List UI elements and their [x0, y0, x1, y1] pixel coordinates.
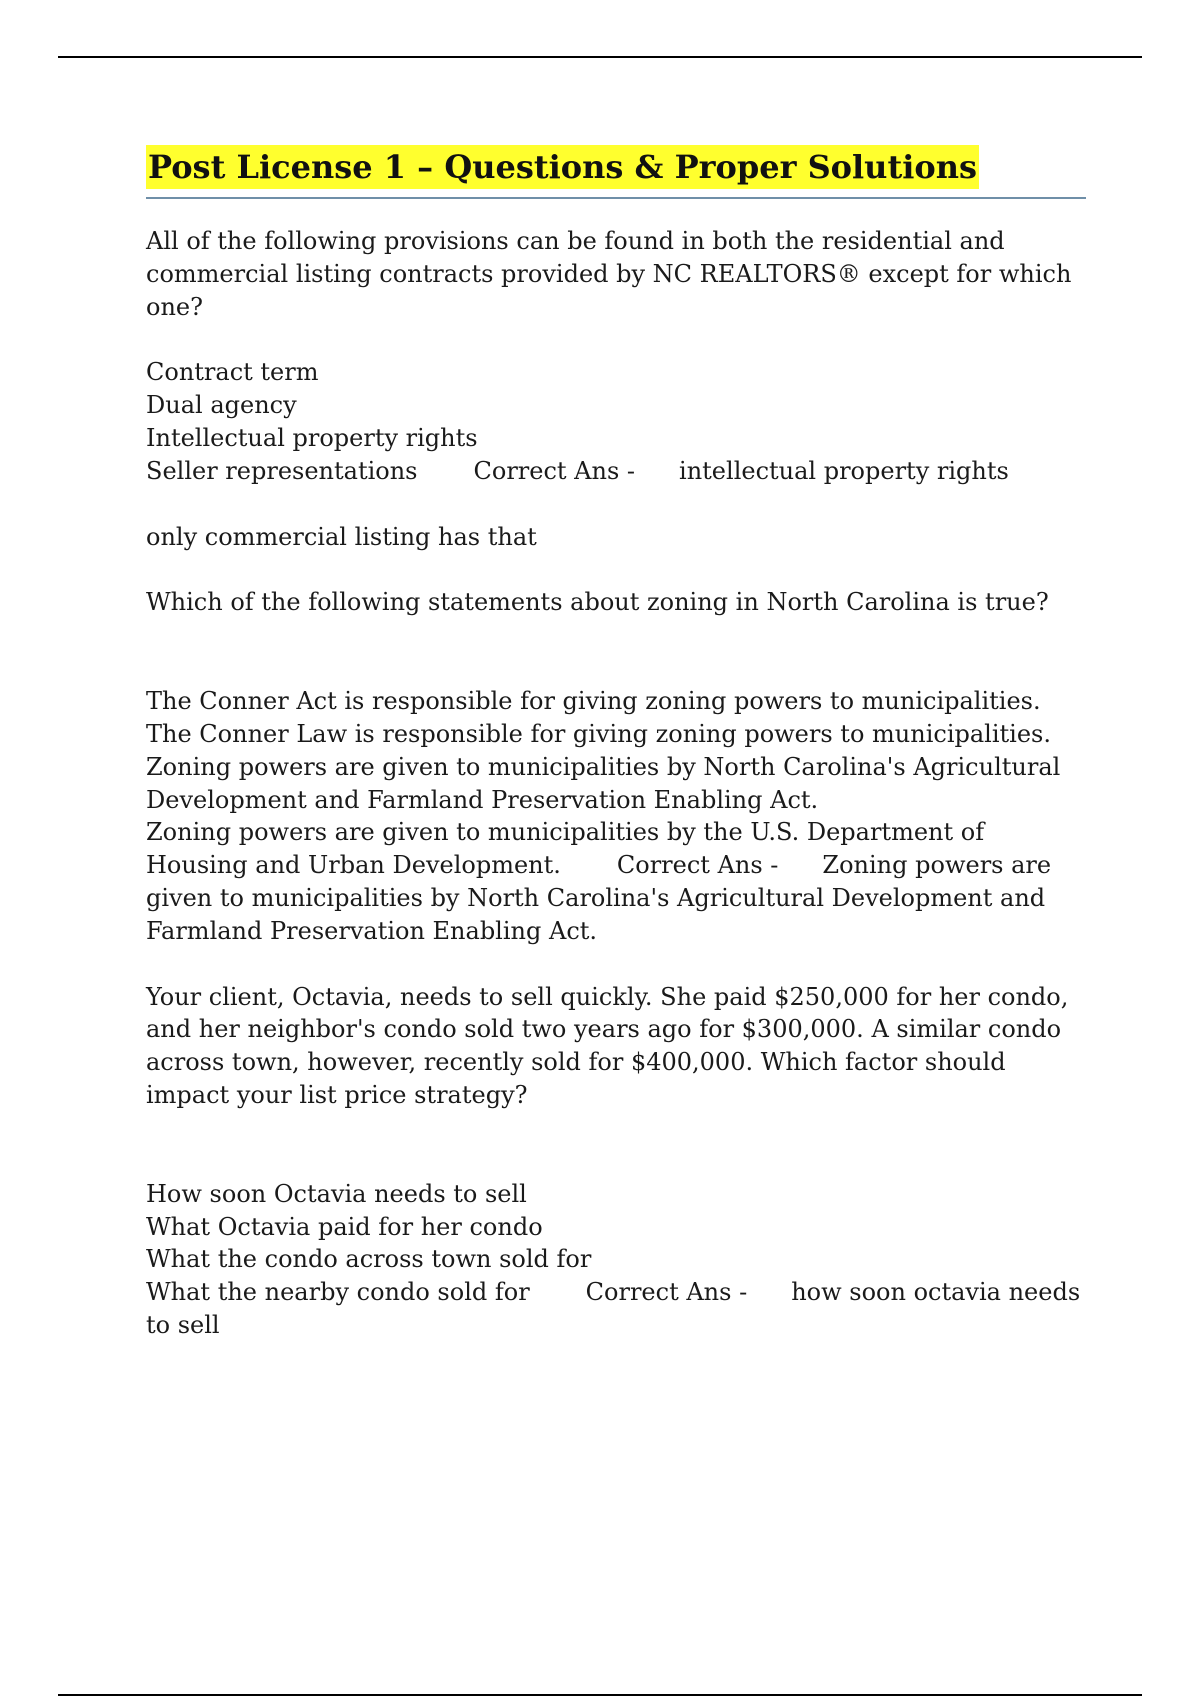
question-3-answer: how soon octavia needs to sell — [146, 1278, 1081, 1339]
question-1-answer-label: Correct Ans - — [473, 456, 636, 485]
question-2-options — [146, 685, 1086, 947]
question-3-option-4: What the nearby condo sold for — [146, 1278, 530, 1307]
question-3-option-4-line — [146, 1276, 1086, 1342]
question-2-option-1: The Conner Act is responsible for giving zoning powers to municipalities. — [146, 687, 1041, 716]
header-rule — [58, 56, 1142, 58]
question-1-explanation: only commercial listing has that — [146, 522, 537, 551]
question-2-option-3: Zoning powers are given to municipalities by North Carolina's Agricultural Development and Farmland Preservation Enabling Act. — [146, 752, 1061, 814]
question-2-answer-label: Correct Ans - — [616, 851, 779, 880]
document-title: Post License 1 – Questions & Proper Solutions — [146, 145, 979, 189]
question-3-option-2: What Octavia paid for her condo — [146, 1212, 543, 1241]
question-3-options — [146, 1178, 1086, 1342]
question-2-option-2: The Conner Law is responsible for giving zoning powers to municipalities. — [146, 719, 1051, 748]
question-1-option-2: Dual agency — [146, 391, 297, 420]
question-1-option-4: Seller representations — [146, 456, 418, 485]
question-3-prompt: Your client, Octavia, needs to sell quickly. She paid $250,000 for her condo, and her neighbor's condo sold two years ago for $300,000. A similar condo across town, however, recently sold for $400,000. Which factor should impact your list price strategy? — [146, 982, 1069, 1109]
question-2-option-4-line — [146, 816, 1086, 947]
question-1-prompt: All of the following provisions can be found in both the residential and commercial listing contracts provided by NC REALTORS® except for which one? — [146, 227, 1072, 321]
question-2-prompt: Which of the following statements about zoning in North Carolina is true? — [146, 588, 1049, 617]
question-2-option-4: Zoning powers are given to municipalities by the U.S. Department of Housing and Urban Development. — [146, 818, 985, 880]
question-1-option-1: Contract term — [146, 358, 319, 387]
question-2-answer: Zoning powers are given to municipalities by North Carolina's Agricultural Development and Farmland Preservation Enabling Act. — [146, 851, 1052, 945]
question-1-option-3: Intellectual property rights — [146, 423, 478, 452]
question-1-answer: intellectual property rights — [679, 456, 1009, 485]
question-3-option-3: What the condo across town sold for — [146, 1245, 592, 1274]
question-1-options — [146, 356, 1086, 487]
document-body — [146, 145, 1086, 1342]
question-3-option-1: How soon Octavia needs to sell — [146, 1179, 527, 1208]
question-1-option-4-line — [146, 455, 1086, 488]
footer-rule — [58, 1694, 1142, 1696]
title-block — [146, 145, 1086, 199]
question-3-answer-label: Correct Ans - — [585, 1278, 748, 1307]
